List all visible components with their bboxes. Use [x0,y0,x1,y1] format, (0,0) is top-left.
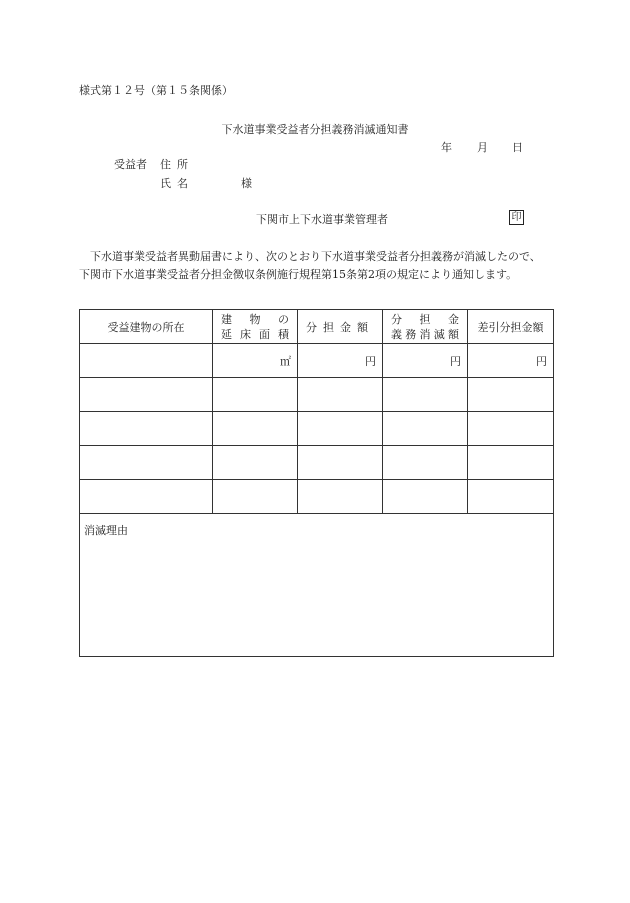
burden-table [79,309,554,657]
cell-extinct[interactable] [383,412,468,446]
cell-amount[interactable] [298,446,383,480]
table-row [80,480,554,514]
form-number: 様式第１２号（第１５条関係） [79,84,233,97]
cell-area[interactable] [213,412,298,446]
table-row [80,446,554,480]
cell-balance[interactable] [468,480,554,514]
cell-balance[interactable] [468,412,554,446]
body-text: 下水道事業受益者異動届書により、次のとおり下水道事業受益者分担義務が消滅したので、下関市下水道事業受益者分担金徴収条例施行規程第15条第2項の規定により通知します。 [79,250,541,281]
cell-amount[interactable] [298,480,383,514]
recipient-label: 受益者 [114,158,147,171]
honorific: 様 [241,177,252,190]
cell-extinct[interactable] [383,446,468,480]
document-title: 下水道事業受益者分担義務消滅通知書 [221,123,409,136]
cell-location[interactable] [80,446,213,480]
unit-yen: 円 [365,354,376,368]
cell-balance[interactable] [468,378,554,412]
cell-extinct[interactable] [383,344,468,378]
sender-manager: 下関市上下水道事業管理者 [256,213,388,226]
date-month: 月 [477,141,488,154]
date-day: 日 [512,141,523,154]
table-row [80,344,554,378]
cell-area[interactable] [213,378,298,412]
cell-extinct[interactable] [383,480,468,514]
unit-yen: 円 [536,354,547,368]
cell-amount[interactable] [298,344,383,378]
cell-location[interactable] [80,378,213,412]
cell-location[interactable] [80,412,213,446]
unit-yen: 円 [450,354,461,368]
cell-area[interactable] [213,344,298,378]
cell-balance[interactable] [468,344,554,378]
cell-location[interactable] [80,344,213,378]
header-extinct-amount: 分担金 義務消滅額 [383,310,468,344]
header-amount: 分担金額 [298,310,383,344]
header-location: 受益建物の所在 [80,310,213,344]
cell-area[interactable] [213,446,298,480]
reason-row [80,514,554,657]
address-label: 住所 [160,158,194,171]
cell-area[interactable] [213,480,298,514]
unit-area: ㎡ [280,354,291,368]
table-row [80,412,554,446]
header-balance: 差引分担金額 [468,310,554,344]
table-row [80,378,554,412]
seal-mark: 印 [509,210,524,225]
date-year: 年 [441,141,452,154]
table-header-row [80,310,554,344]
name-label: 氏名 [160,177,194,190]
cell-extinct[interactable] [383,378,468,412]
reason-label: 消滅理由 [84,524,128,537]
cell-location[interactable] [80,480,213,514]
reason-cell[interactable] [80,514,554,657]
cell-balance[interactable] [468,446,554,480]
header-floor-area: 建物の 延床面積 [213,310,298,344]
cell-amount[interactable] [298,412,383,446]
cell-amount[interactable] [298,378,383,412]
